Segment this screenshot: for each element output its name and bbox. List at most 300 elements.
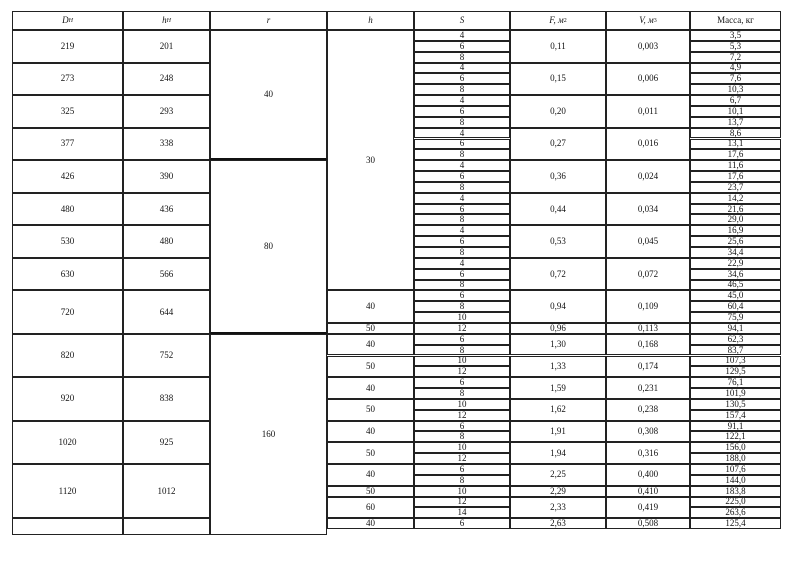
mass-cell	[690, 377, 781, 388]
volume-v-cell	[606, 486, 690, 497]
area-f-cell	[510, 193, 606, 226]
height-h-cell	[327, 442, 414, 464]
mass-cell-text: 29,0	[727, 214, 744, 225]
height-h-cell-text: 50	[366, 485, 375, 496]
mass-cell	[690, 95, 781, 106]
mass-cell	[690, 334, 781, 345]
mass-cell	[690, 52, 781, 63]
wall-thickness-cell	[414, 149, 510, 160]
volume-v-cell-text: 0,072	[637, 268, 659, 279]
volume-v-cell	[606, 356, 690, 378]
mass-cell	[690, 421, 781, 432]
area-f-cell	[510, 518, 606, 529]
area-f-cell	[510, 290, 606, 323]
wall-thickness-cell	[414, 193, 510, 204]
volume-v-cell	[606, 95, 690, 128]
mass-cell-text: 156,0	[725, 442, 746, 453]
wall-thickness-cell-text: 10	[457, 442, 467, 453]
wall-thickness-cell	[414, 366, 510, 377]
mass-cell-text: 34,4	[727, 247, 744, 257]
height-h-cell-text: 40	[366, 301, 375, 312]
height-h-cell-text: 30	[366, 154, 375, 165]
wall-thickness-cell	[414, 236, 510, 247]
wall-thickness-cell	[414, 128, 510, 139]
wall-thickness-cell	[414, 421, 510, 432]
outer-diameter-cell-text: 325	[60, 105, 75, 116]
wall-thickness-cell	[414, 518, 510, 529]
outer-diameter-cell-text: 377	[60, 138, 75, 149]
wall-thickness-cell-text: 8	[459, 344, 465, 355]
mass-cell	[690, 366, 781, 377]
mass-cell-text: 17,6	[727, 171, 744, 181]
height-hn-cell-text: 390	[159, 170, 174, 181]
height-hn-cell-text: 838	[159, 393, 174, 404]
volume-v-cell	[606, 258, 690, 291]
mass-cell	[690, 160, 781, 171]
wall-thickness-cell-text: 6	[459, 236, 465, 247]
mass-cell-text: 25,6	[727, 236, 744, 247]
volume-v-cell	[606, 323, 690, 334]
wall-thickness-cell-text: 6	[459, 420, 465, 431]
wall-thickness-cell	[414, 301, 510, 312]
mass-cell-text: 21,6	[727, 203, 744, 214]
area-f-cell-text: 1,30	[550, 339, 566, 350]
mass-cell-text: 94,1	[727, 322, 744, 333]
volume-v-cell-text: 0,400	[637, 469, 659, 480]
mass-cell-text: 3,5	[729, 30, 742, 40]
height-hn-cell	[123, 225, 210, 258]
mass-cell-text: 45,0	[727, 290, 744, 301]
volume-v-cell	[606, 518, 690, 529]
height-hn-cell-text: 338	[159, 138, 174, 149]
area-f-cell-text: 1,94	[550, 447, 566, 458]
wall-thickness-cell	[414, 214, 510, 225]
mass-cell-text: 17,6	[727, 149, 744, 160]
volume-v-cell-text: 0,308	[637, 425, 659, 436]
mass-cell-text: 11,6	[727, 160, 744, 171]
radius-r-cell-text: 160	[261, 428, 276, 439]
height-hn-cell-text: 925	[159, 436, 174, 447]
wall-thickness-cell	[414, 225, 510, 236]
header-hn-symbol: h	[162, 15, 167, 25]
wall-thickness-cell	[414, 52, 510, 63]
outer-diameter-cell-text: 426	[60, 170, 75, 181]
wall-thickness-cell-text: 8	[459, 279, 465, 290]
mass-cell	[690, 128, 781, 139]
area-f-cell-text: 1,91	[550, 425, 566, 436]
volume-v-cell-text: 0,410	[637, 485, 659, 496]
height-h-cell	[327, 421, 414, 443]
mass-cell	[690, 139, 781, 150]
mass-cell-text: 130,5	[725, 398, 746, 409]
outer-diameter-cell	[12, 63, 123, 96]
wall-thickness-cell-text: 12	[457, 496, 467, 507]
volume-v-cell-text: 0,006	[637, 73, 659, 84]
height-h-cell-text: 50	[366, 322, 375, 333]
volume-v-cell-text: 0,316	[637, 447, 659, 458]
wall-thickness-cell-text: 10	[457, 355, 467, 366]
mass-cell	[690, 193, 781, 204]
mass-cell	[690, 225, 781, 236]
outer-diameter-cell	[12, 334, 123, 377]
mass-cell-text: 10,3	[727, 84, 744, 95]
wall-thickness-cell	[414, 312, 510, 323]
wall-thickness-cell-text: 6	[459, 377, 465, 388]
volume-v-cell	[606, 160, 690, 193]
radius-r-cell-text: 80	[264, 240, 273, 251]
header-v-superscript: 3	[653, 17, 657, 24]
outer-diameter-cell	[12, 30, 123, 63]
height-hn-cell-text: 201	[159, 40, 174, 51]
header-r-label: r	[266, 15, 271, 25]
area-f-cell	[510, 399, 606, 421]
height-hn-cell	[123, 95, 210, 128]
height-hn-cell	[123, 290, 210, 333]
wall-thickness-cell-text: 8	[459, 474, 465, 485]
area-f-cell	[510, 30, 606, 63]
mass-cell	[690, 497, 781, 508]
wall-thickness-cell-text: 10	[457, 312, 467, 323]
outer-diameter-cell	[12, 464, 123, 518]
wall-thickness-cell-text: 10	[457, 485, 467, 496]
mass-cell	[690, 269, 781, 280]
mass-cell	[690, 345, 781, 356]
mass-cell	[690, 442, 781, 453]
volume-v-cell-text: 0,113	[638, 322, 658, 333]
mass-cell	[690, 431, 781, 442]
mass-cell	[690, 204, 781, 215]
height-hn-cell-text: 752	[159, 349, 174, 360]
mass-cell-text: 60,4	[727, 301, 744, 312]
wall-thickness-cell	[414, 388, 510, 399]
outer-diameter-cell-text: 1020	[58, 436, 77, 447]
mass-cell-text: 263,6	[725, 507, 746, 518]
area-f-cell-text: 1,33	[550, 360, 566, 371]
area-f-cell-text: 2,29	[550, 485, 566, 496]
height-hn-cell-text: 480	[159, 236, 174, 247]
header-h-label: h	[368, 15, 373, 25]
wall-thickness-cell-text: 4	[459, 225, 465, 236]
wall-thickness-cell	[414, 377, 510, 388]
outer-diameter-cell-text: 480	[60, 203, 75, 214]
wall-thickness-cell	[414, 442, 510, 453]
height-hn-cell	[123, 193, 210, 226]
wall-thickness-cell	[414, 290, 510, 301]
volume-v-cell-text: 0,238	[637, 404, 659, 415]
wall-thickness-cell-text: 12	[457, 366, 467, 377]
outer-diameter-cell-text: 820	[60, 349, 75, 360]
wall-thickness-cell	[414, 247, 510, 258]
area-f-cell	[510, 63, 606, 96]
outer-diameter-cell	[12, 225, 123, 258]
mass-cell	[690, 464, 781, 475]
area-f-cell-text: 0,15	[550, 73, 566, 84]
mass-cell-text: 34,6	[727, 268, 744, 279]
wall-thickness-cell-text: 6	[459, 290, 465, 301]
wall-thickness-cell-text: 6	[459, 40, 465, 51]
height-hn-cell	[123, 258, 210, 291]
area-f-cell-text: 0,44	[550, 203, 566, 214]
volume-v-cell	[606, 193, 690, 226]
mass-cell-text: 7,2	[729, 51, 742, 62]
mass-cell	[690, 149, 781, 160]
volume-v-cell	[606, 377, 690, 399]
header-h	[327, 11, 414, 30]
outer-diameter-cell	[12, 290, 123, 333]
mass-cell	[690, 399, 781, 410]
wall-thickness-cell	[414, 464, 510, 475]
wall-thickness-cell	[414, 204, 510, 215]
volume-v-cell-text: 0,045	[637, 236, 659, 247]
outer-diameter-cell	[12, 95, 123, 128]
wall-thickness-cell	[414, 106, 510, 117]
header-s-label: S	[459, 15, 465, 25]
volume-v-cell	[606, 290, 690, 323]
header-f	[510, 11, 606, 30]
mass-cell-text: 107,3	[725, 355, 746, 366]
height-hn-cell-text: 248	[159, 73, 174, 84]
outer-diameter-cell-text: 920	[60, 393, 75, 404]
outer-diameter-cell-text: 1120	[58, 485, 77, 496]
header-d	[12, 11, 123, 30]
wall-thickness-cell-text: 6	[459, 464, 465, 474]
mass-cell-text: 122,1	[725, 431, 746, 442]
header-s	[414, 11, 510, 30]
height-h-cell-text: 50	[366, 404, 375, 415]
header-hn	[123, 11, 210, 30]
wall-thickness-cell	[414, 73, 510, 84]
height-h-cell	[327, 323, 414, 334]
height-h-cell-text: 40	[366, 382, 375, 393]
area-f-cell-text: 0,96	[550, 322, 566, 333]
wall-thickness-cell-text: 8	[459, 181, 465, 192]
wall-thickness-cell-text: 12	[457, 409, 467, 420]
radius-r-cell	[210, 160, 327, 334]
mass-cell	[690, 507, 781, 518]
mass-cell-text: 225,0	[725, 496, 746, 507]
height-h-cell	[327, 518, 414, 529]
wall-thickness-cell	[414, 356, 510, 367]
height-h-cell-text: 50	[366, 447, 375, 458]
mass-cell-text: 144,0	[725, 474, 746, 485]
outer-diameter-cell	[12, 193, 123, 226]
mass-cell-text: 129,5	[725, 366, 746, 377]
area-f-cell-text: 0,36	[550, 170, 566, 181]
wall-thickness-cell	[414, 410, 510, 421]
mass-cell-text: 23,7	[727, 181, 744, 192]
mass-cell	[690, 301, 781, 312]
wall-thickness-cell-text: 6	[459, 268, 465, 279]
mass-cell-text: 46,5	[727, 279, 744, 290]
area-f-cell	[510, 442, 606, 464]
wall-thickness-cell	[414, 431, 510, 442]
mass-cell-text: 76,1	[727, 377, 744, 388]
mass-cell-text: 22,9	[727, 257, 744, 268]
area-f-cell-text: 0,94	[550, 301, 566, 312]
outer-diameter-cell	[12, 128, 123, 161]
outer-diameter-cell-text: 273	[60, 73, 75, 84]
area-f-cell-text: 2,63	[550, 518, 566, 529]
mass-cell-text: 5,3	[729, 40, 742, 51]
mass-cell	[690, 247, 781, 258]
height-hn-cell	[123, 160, 210, 193]
height-h-cell-text: 50	[366, 360, 375, 371]
volume-v-cell-text: 0,419	[637, 501, 659, 512]
wall-thickness-cell-text: 4	[459, 127, 465, 138]
mass-cell-text: 83,7	[727, 344, 744, 355]
outer-diameter-cell	[12, 160, 123, 193]
area-f-cell-text: 2,25	[550, 469, 566, 480]
height-h-cell	[327, 486, 414, 497]
mass-cell	[690, 84, 781, 95]
mass-cell-text: 107,6	[725, 464, 746, 474]
height-h-cell-text: 40	[366, 518, 375, 529]
outer-diameter-cell	[12, 421, 123, 464]
wall-thickness-cell-text: 6	[459, 73, 465, 84]
wall-thickness-cell-text: 8	[459, 431, 465, 442]
mass-cell-text: 13,1	[727, 138, 744, 149]
area-f-cell-text: 1,62	[550, 404, 566, 415]
header-v	[606, 11, 690, 30]
mass-cell	[690, 290, 781, 301]
mass-cell	[690, 453, 781, 464]
outer-diameter-cell	[12, 377, 123, 420]
wall-thickness-cell	[414, 182, 510, 193]
wall-thickness-cell-text: 6	[459, 105, 465, 116]
mass-cell	[690, 475, 781, 486]
height-h-cell	[327, 334, 414, 356]
height-h-cell	[327, 377, 414, 399]
wall-thickness-cell	[414, 486, 510, 497]
wall-thickness-cell-text: 8	[459, 388, 465, 398]
area-f-cell-text: 0,53	[550, 236, 566, 247]
area-f-cell-text: 0,11	[550, 40, 566, 51]
wall-thickness-cell	[414, 269, 510, 280]
volume-v-cell-text: 0,508	[637, 518, 659, 529]
wall-thickness-cell-text: 4	[459, 30, 465, 40]
outer-diameter-cell-text: 630	[60, 268, 75, 279]
volume-v-cell-text: 0,003	[637, 40, 659, 51]
mass-cell-text: 7,6	[729, 73, 742, 84]
wall-thickness-cell	[414, 139, 510, 150]
wall-thickness-cell	[414, 453, 510, 464]
height-hn-cell-text: 644	[159, 306, 174, 317]
mass-cell	[690, 356, 781, 367]
wall-thickness-cell-text: 4	[459, 62, 465, 73]
mass-cell-text: 188,0	[725, 453, 746, 464]
area-f-cell-text: 2,33	[550, 501, 566, 512]
height-h-cell-text: 40	[366, 425, 375, 436]
area-f-cell	[510, 128, 606, 161]
outer-diameter-cell	[12, 258, 123, 291]
wall-thickness-cell	[414, 258, 510, 269]
mass-cell-text: 8,6	[729, 127, 742, 138]
wall-thickness-cell	[414, 280, 510, 291]
wall-thickness-cell-text: 12	[457, 322, 467, 333]
mass-cell	[690, 182, 781, 193]
mass-cell	[690, 236, 781, 247]
height-hn-cell-text: 1012	[157, 485, 176, 496]
wall-thickness-cell-text: 4	[459, 95, 465, 106]
area-f-cell	[510, 421, 606, 443]
mass-cell	[690, 117, 781, 128]
area-f-cell	[510, 497, 606, 519]
wall-thickness-cell	[414, 160, 510, 171]
height-hn-cell	[123, 63, 210, 96]
mass-cell-text: 125,4	[725, 518, 746, 529]
height-hn-cell	[123, 128, 210, 161]
mass-cell	[690, 63, 781, 74]
volume-v-cell	[606, 442, 690, 464]
volume-v-cell	[606, 421, 690, 443]
outer-diameter-cell-empty	[12, 518, 123, 535]
header-d-symbol: D	[62, 15, 69, 25]
header-f-superscript: 2	[563, 17, 567, 24]
wall-thickness-cell-text: 8	[459, 301, 465, 312]
area-f-cell	[510, 160, 606, 193]
wall-thickness-cell	[414, 345, 510, 356]
area-f-cell	[510, 356, 606, 378]
volume-v-cell-text: 0,034	[637, 203, 659, 214]
mass-cell-text: 6,7	[729, 95, 742, 106]
height-h-cell	[327, 30, 414, 290]
mass-cell	[690, 171, 781, 182]
mass-cell	[690, 106, 781, 117]
height-hn-cell-text: 436	[159, 203, 174, 214]
wall-thickness-cell	[414, 117, 510, 128]
header-mass-label: Масса, кг	[717, 15, 754, 25]
area-f-cell-text: 0,20	[550, 105, 566, 116]
height-hn-cell	[123, 334, 210, 377]
wall-thickness-cell	[414, 475, 510, 486]
height-h-cell-text: 40	[366, 469, 375, 480]
wall-thickness-cell	[414, 63, 510, 74]
height-hn-cell-text: 293	[159, 105, 174, 116]
header-v-label: V, м	[639, 15, 654, 25]
height-hn-cell	[123, 30, 210, 63]
volume-v-cell	[606, 30, 690, 63]
wall-thickness-cell-text: 6	[459, 138, 465, 149]
wall-thickness-cell-text: 8	[459, 214, 465, 225]
mass-cell-text: 183,8	[725, 485, 746, 496]
height-h-cell	[327, 497, 414, 519]
wall-thickness-cell-text: 14	[457, 507, 467, 518]
wall-thickness-cell	[414, 497, 510, 508]
outer-diameter-cell-text: 720	[60, 306, 75, 317]
volume-v-cell	[606, 399, 690, 421]
wall-thickness-cell-text: 8	[459, 116, 465, 127]
height-h-cell-text: 60	[366, 501, 375, 512]
area-f-cell	[510, 464, 606, 486]
mass-cell-text: 75,9	[727, 312, 744, 323]
wall-thickness-cell-text: 6	[459, 333, 465, 344]
mass-cell-text: 157,4	[725, 409, 746, 420]
header-f-label: F, м	[549, 15, 564, 25]
mass-cell	[690, 410, 781, 421]
volume-v-cell-text: 0,011	[638, 105, 658, 116]
volume-v-cell	[606, 63, 690, 96]
volume-v-cell	[606, 464, 690, 486]
wall-thickness-cell	[414, 399, 510, 410]
height-h-cell	[327, 399, 414, 421]
mass-cell	[690, 312, 781, 323]
wall-thickness-cell	[414, 334, 510, 345]
wall-thickness-cell-text: 8	[459, 247, 465, 257]
mass-cell-text: 10,1	[727, 105, 744, 116]
wall-thickness-cell-text: 4	[459, 192, 465, 203]
header-hn-subscript: Н	[166, 17, 171, 24]
wall-thickness-cell-text: 6	[459, 518, 465, 529]
